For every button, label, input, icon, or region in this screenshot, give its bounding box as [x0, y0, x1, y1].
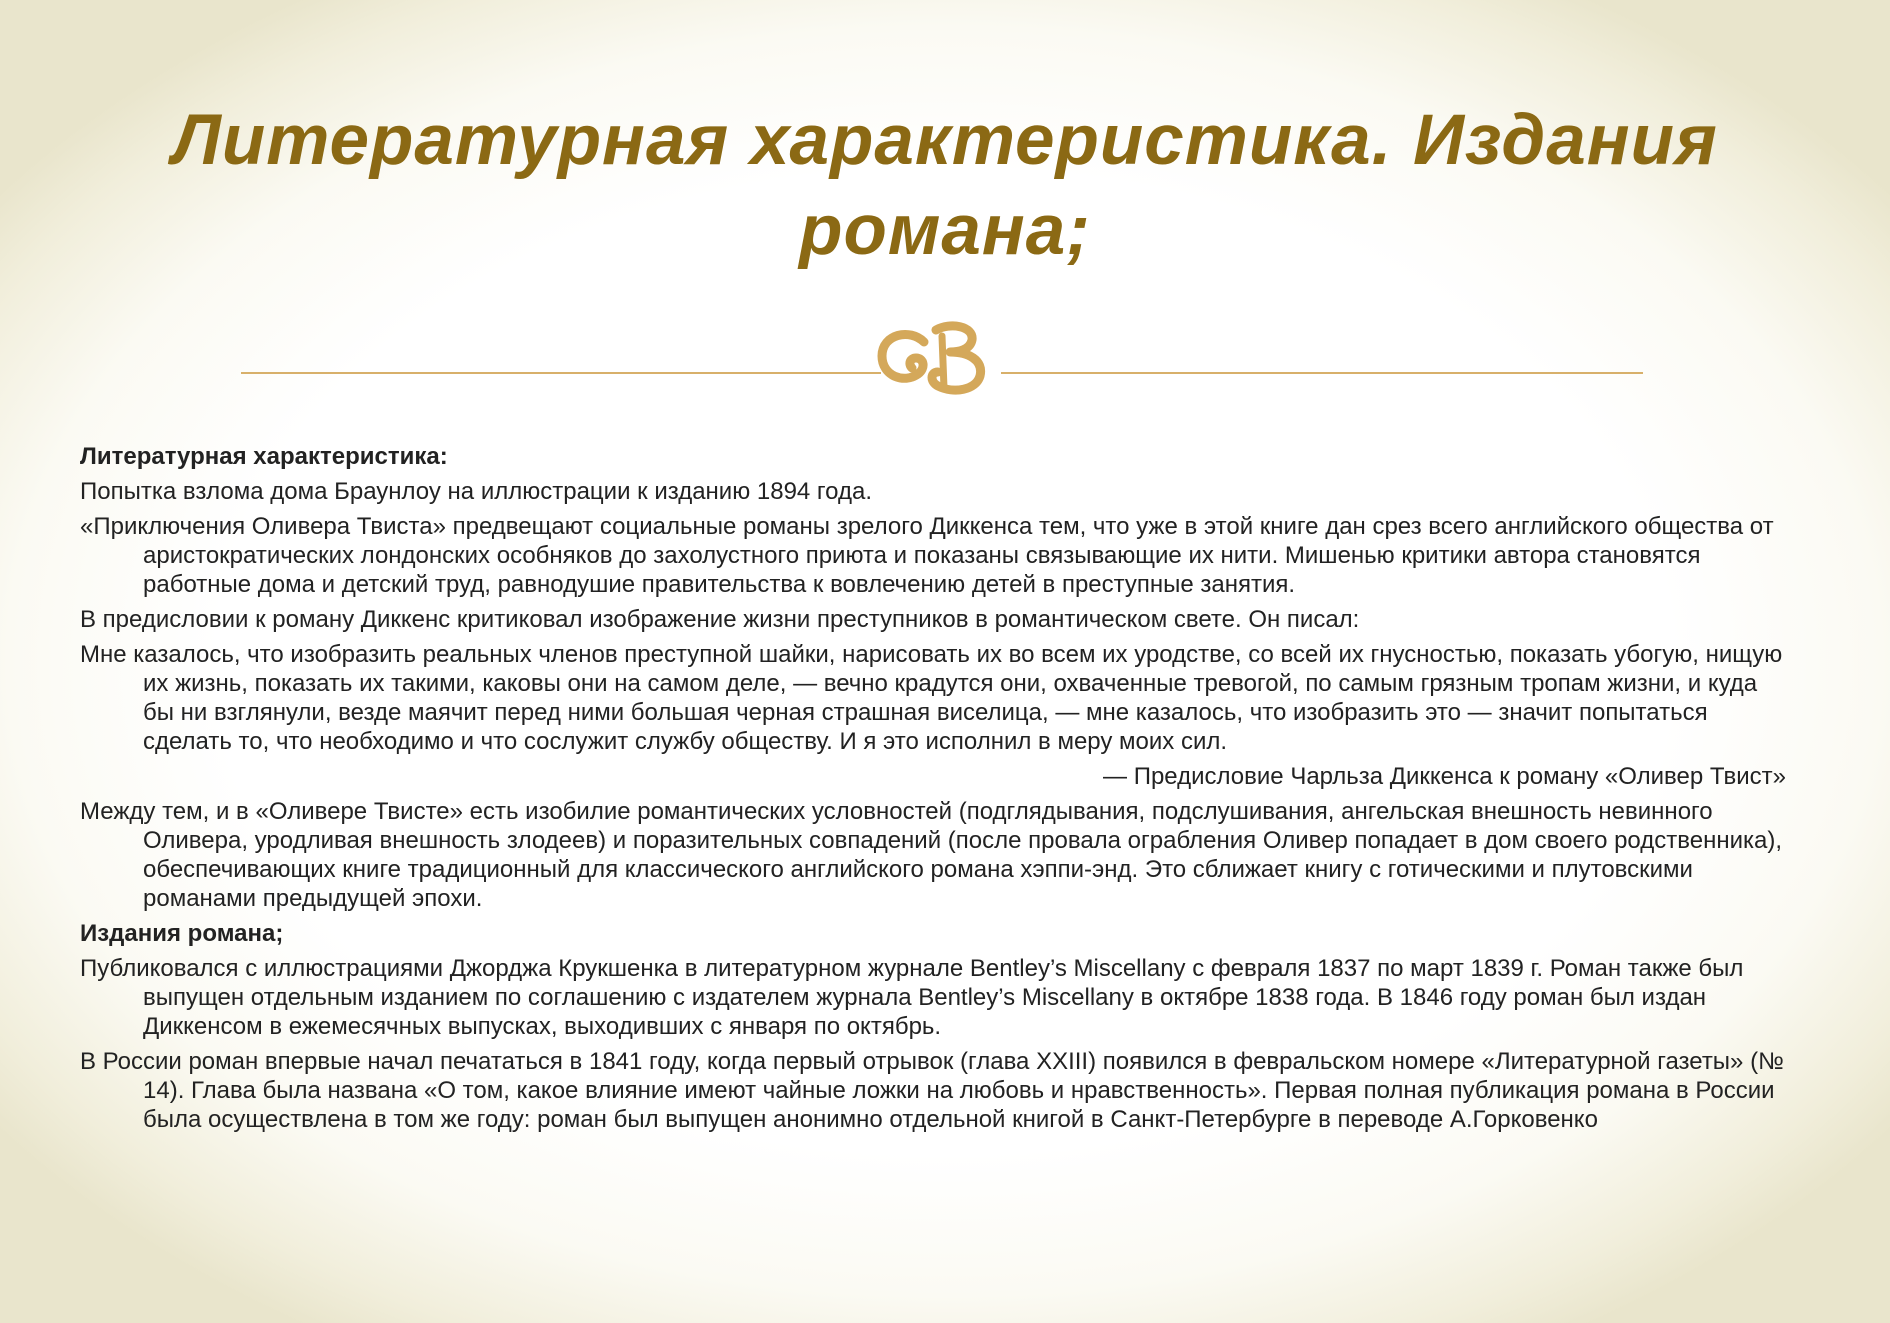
illustration-caption: Попытка взлома дома Браунлоу на иллюстрации к изданию 1894 года. [80, 478, 872, 505]
flourish-ornament-icon [872, 318, 1002, 398]
paragraph-romantic-conventions: Между тем, и в «Оливере Твисте» есть изобилие романтических условностей (подглядывания, подслушивания, ангельская внешность невинного Оливера, уродливая внешность злодеев) и поразительных совпадений (после провала ограбления Оливер попадает в дом своего родственника), обеспечивающих книге традиционный для классического английского романа хэппи-энд. Это сближает книгу с готическими и плутовскими романами предыдущей эпохи. [80, 798, 1783, 912]
section-heading-editions: Издания романа; [80, 920, 284, 947]
divider-right [1001, 372, 1643, 374]
section-heading-literary: Литературная характеристика: [80, 443, 448, 470]
paragraph-russia: В России роман впервые начал печататься в 1841 году, когда первый отрывок (глава XXIII) появился в февральском номере «Литературной газеты» (№ 14). Глава была названа «О том, какое влияние имеют чайные ложки на любовь и нравственность». Первая полная публикация романа в России была осуществлена в том же году: роман был выпущен анонимно отдельной книгой в Санкт-Петербурге в переводе А.Горковенко [80, 1048, 1784, 1133]
slide-title: Литературная характеристика. Издания романа; [172, 101, 1718, 270]
paragraph-social-novels: «Приключения Оливера Твиста» предвещают социальные романы зрелого Диккенса тем, что уже в этой книге дан срез всего английского общества от аристократических лондонских особняков до захолустного приюта и показаны связывающие их нити. Мишенью критики автора становятся работные дома и детский труд, равнодушие правительства к вовлечению детей в преступные занятия. [80, 513, 1774, 598]
quote-attribution: — Предисловие Чарльза Диккенса к роману «Оливер Твист» [1103, 763, 1786, 790]
divider-left [241, 372, 881, 374]
dickens-quote: Мне казалось, что изобразить реальных членов преступной шайки, нарисовать их во всем их уродстве, со всей их гнусностью, показать убогую, нищую их жизнь, показать их такими, каковы они на самом деле, — вечно крадутся они, охваченные тревогой, по самым грязным тропам жизни, и куда бы ни взглянули, везде маячит перед ними большая черная страшная виселица, — мне казалось, что изобразить это — значит попытаться сделать то, что необходимо и что сослужит службу обществу. И я это исполнил в меру моих сил. [80, 641, 1783, 755]
paragraph-publication: Публиковался с иллюстрациями Джорджа Крукшенка в литературном журнале Bentley’s Miscellany с февраля 1837 по март 1839 г. Роман также был выпущен отдельным изданием по соглашению с издателем журнала Bentley’s Miscellany в октябре 1838 года. В 1846 году роман был издан Диккенсом в ежемесячных выпусках, выходивших с января по октябрь. [80, 955, 1744, 1040]
paragraph-preface-intro: В предисловии к роману Диккенс критиковал изображение жизни преступников в романтическом свете. Он писал: [80, 606, 1360, 633]
body-text [80, 442, 1790, 1140]
